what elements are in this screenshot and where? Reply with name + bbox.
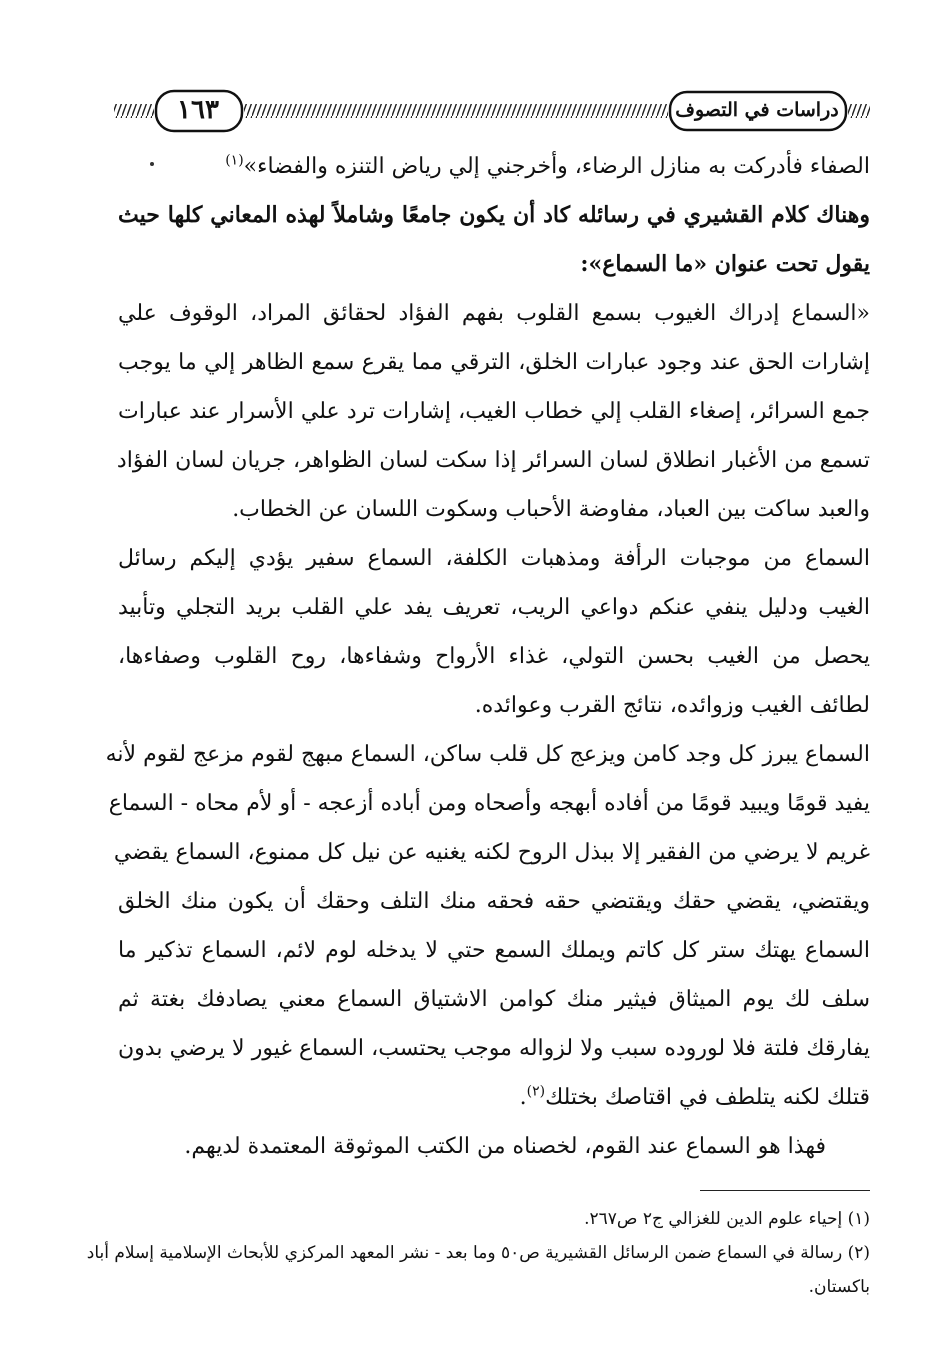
text-line: تسمع من الأغبار انطلاق لسان السرائر إذا سكت لسان الظواهر، جريان لسان الفؤاد <box>116 448 870 473</box>
text-line: وهناك كلام القشيري في رسائله كاد أن يكون جامعًا وشاملاً لهذه المعاني كلها حيث <box>118 202 870 228</box>
text-line: غريم لا يرضي من الفقير إلا ببذل الروح لكنه يغنيه عن نيل كل ممنوع، السماع يقضي <box>113 840 870 865</box>
paragraph-2 <box>118 191 870 289</box>
paragraph-6 <box>118 1122 870 1171</box>
running-title: دراسات في التصوف <box>675 99 839 121</box>
text-line: يفيد قومًا ويبيد قومًا من أفاده أبهجه وأصحاه ومن أباده أزعجه - أو لأم محاه - السماع <box>108 791 870 816</box>
text-line: إشارات الحق عند وجود عبارات الخلق، الترقي مما يقرع سمع الظاهر إلي ما يوجب <box>118 350 870 375</box>
text-line: يحصل من الغيب بحسن التولي، غذاء الأرواح وشفاءها، روح القلوب وصفاءها، <box>118 644 870 669</box>
paragraph-3 <box>118 289 870 534</box>
text-line: يقول تحت عنوان «ما السماع»: <box>580 251 870 277</box>
text-line: السماع يبرز كل وجد كامن ويزعج كل قلب ساكن، السماع مبهج لقوم مزعج لقوم لأنه <box>105 742 870 767</box>
page-number: ١٦٣ <box>177 95 219 125</box>
footnote-ref-1: (١) <box>225 152 244 169</box>
paragraph-5 <box>105 730 870 1122</box>
footnote-2-continued: باكستان. <box>808 1277 870 1297</box>
footnotes <box>86 1202 870 1304</box>
footnote-separator <box>700 1190 870 1191</box>
text-line: «السماع إدراك الغيوب بسمع القلوب بفهم الفؤاد لحقائق المراد، الوقوف علي <box>118 301 870 326</box>
footnote-2: (٢) رسالة في السماع ضمن الرسائل القشيرية ص٥٠ وما بعد - نشر المعهد المركزي للأبحاث الإسلامية إسلام أباد <box>86 1243 870 1263</box>
text-line: لطائف الغيب وزوائده، نتائج القرب وعوائده. <box>474 693 870 718</box>
text-line: السماع يهتك ستر كل كاتم ويملك السمع حتي لا يدخله لوم لائم، السماع تذكير ما <box>118 938 870 963</box>
text-line: ويقتضي، يقضي حقك ويقتضي حقه فحقه منك التلف وحقك أن يكون منك الخلق <box>118 889 870 914</box>
text-line: جمع السرائر، إصغاء القلب إلي خطاب الغيب، إشارات ترد علي الأسرار عند عبارات <box>118 399 870 424</box>
text-line: سلف لك يوم الميثاق فيثير منك كوامن الاشتياق السماع معني يصادفك بغتة ثم <box>118 987 870 1012</box>
text-line: يفارقك فلتة فلا لوروده سبب ولا لزواله موجب يحتسب، السماع غيور لا يرضي بدون <box>118 1036 870 1061</box>
footnote-1: (١) إحياء علوم الدين للغزالي ج٢ ص٢٦٧. <box>584 1209 870 1229</box>
text-line: الغيب ودليل ينفي عنكم دواعي الريب، تعريف يفد علي القلب بريد التجلي وتأبيد <box>118 595 870 620</box>
main-text <box>105 142 870 1171</box>
paragraph-1 <box>118 142 870 191</box>
text-line: قتلك لكنه يتلطف في اقتاصك بختلك$^{(٢)}$. <box>519 1083 870 1110</box>
text-line: الصفاء فأدركت به منازل الرضاء، وأخرجني إلي رياض التنزه والفضاء»$^{(١)}$ <box>225 152 870 179</box>
page-header <box>112 88 872 134</box>
text-line: والعبد ساكت بين العباد، مفاوضة الأحباب وسكوت اللسان عن الخطاب. <box>232 497 870 522</box>
text-line: فهذا هو السماع عند القوم، لخصناه من الكتب الموثوقة المعتمدة لديهم. <box>184 1134 826 1159</box>
footnote-ref-2: (٢) <box>526 1083 546 1100</box>
text-line: السماع من موجبات الرأفة ومذهبات الكلفة، السماع سفير يؤدي إليكم رسائل <box>118 546 870 571</box>
paragraph-4 <box>118 534 870 730</box>
